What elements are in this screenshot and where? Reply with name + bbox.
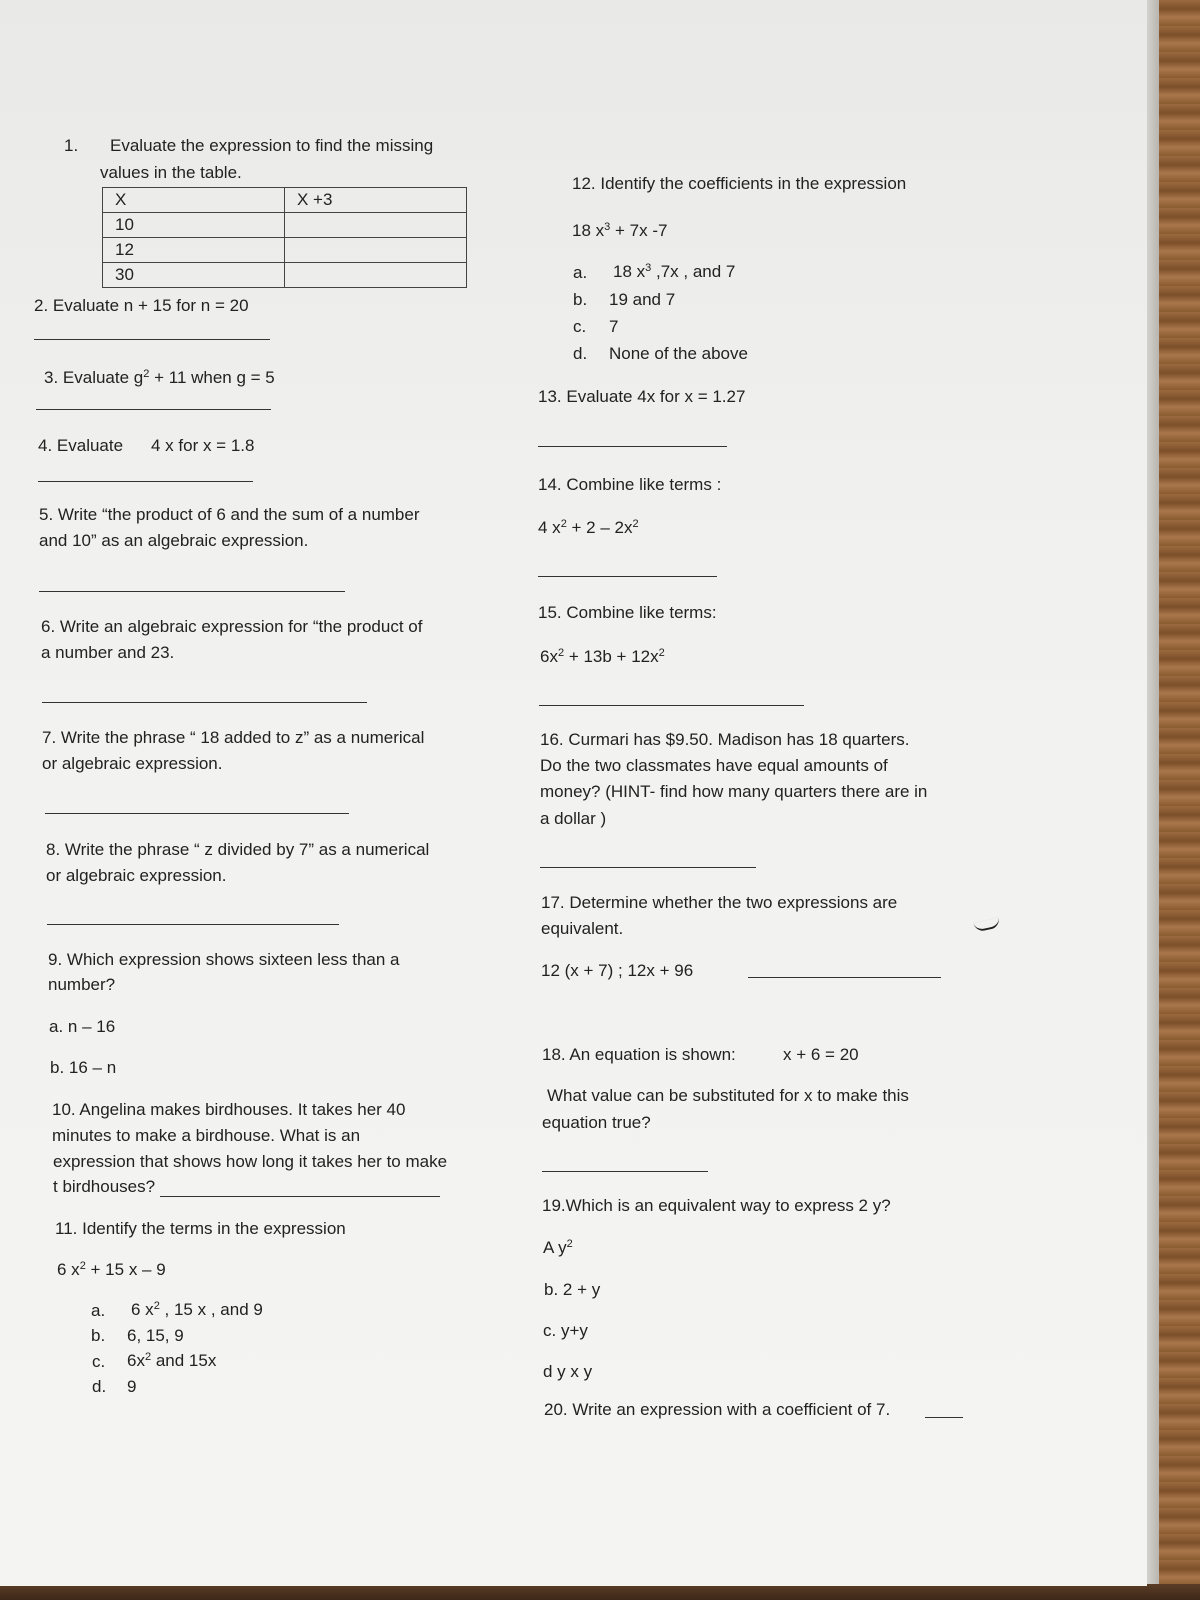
q11-expression: 6 $x^2 + 15$ x – 9	[57, 1260, 166, 1279]
q12-option-b[interactable]: 19 and 7	[609, 290, 676, 309]
table-answer-cell[interactable]	[285, 213, 467, 238]
q4-answer-line[interactable]	[38, 481, 253, 482]
pen-mark	[973, 917, 1001, 932]
q9-option-a[interactable]: a. n – 16	[49, 1017, 116, 1036]
table-cell: 10	[103, 213, 285, 238]
q12-option-b-letter: b.	[573, 290, 588, 309]
q10-line2: minutes to make a birdhouse. What is an	[52, 1126, 361, 1145]
q14-answer-line[interactable]	[538, 576, 717, 577]
q1-line2: values in the table.	[100, 163, 242, 182]
q14-expression: 4 $x^2 + 2 - 2x^2$	[538, 518, 639, 537]
q16-line2: Do the two classmates have equal amounts of	[540, 756, 888, 775]
q11-stem: 11. Identify the terms in the expression	[55, 1219, 346, 1238]
floor-strip	[0, 1584, 1200, 1600]
q18-equation: x + 6 = 20	[783, 1045, 859, 1064]
table-header-x-plus-3: X +3	[285, 188, 467, 213]
q12-option-d-letter: d.	[573, 344, 588, 363]
q7-line1: 7. Write the phrase “ 18 added to z” as a numerical	[42, 728, 425, 747]
q4-label: 4. Evaluate	[38, 436, 124, 455]
q6-line2: a number and 23.	[41, 643, 175, 662]
q19-stem: 19.Which is an equivalent way to express 2 y?	[542, 1196, 891, 1215]
q15-stem: 15. Combine like terms:	[538, 603, 717, 622]
table-row	[103, 238, 467, 263]
q9-line2: number?	[48, 975, 116, 994]
q6-answer-line[interactable]	[42, 702, 367, 703]
q18-stem: 18. An equation is shown:	[542, 1045, 736, 1064]
table-answer-cell[interactable]	[285, 238, 467, 263]
q13-text: 13. Evaluate 4x for x = 1.27	[538, 387, 746, 406]
q16-answer-line[interactable]	[540, 867, 756, 868]
q11-option-a[interactable]: 6 $x^2$ , 15 x , and 9	[131, 1300, 263, 1319]
q12-option-a[interactable]: 18 $x^3$ ,7x , and 7	[613, 262, 736, 281]
q19-option-b[interactable]: b. 2 + y	[544, 1280, 601, 1299]
q5-line2: and 10” as an algebraic expression.	[39, 531, 309, 550]
table-cell: 30	[103, 263, 285, 288]
table-cell: 12	[103, 238, 285, 263]
q12-expression: 18 $x^3 + 7x$ -7	[572, 221, 668, 240]
q11-option-b[interactable]: 6, 15, 9	[127, 1326, 184, 1345]
q18-answer-line[interactable]	[542, 1171, 708, 1172]
q9-line1: 9. Which expression shows sixteen less than a	[48, 950, 400, 969]
q15-answer-line[interactable]	[539, 705, 804, 706]
q11-option-d[interactable]: 9	[127, 1377, 137, 1396]
table-row	[103, 263, 467, 288]
q16-line3: money? (HINT- find how many quarters there are in	[540, 782, 928, 801]
q9-option-b[interactable]: b. 16 – n	[50, 1058, 117, 1077]
q2-answer-line[interactable]	[34, 339, 270, 340]
q15-expression: $6x^2 + 13b + 12x^2$	[540, 647, 665, 666]
table-answer-cell[interactable]	[285, 263, 467, 288]
q16-line4: a dollar )	[540, 809, 607, 828]
q20-text: 20. Write an expression with a coefficient of 7.	[544, 1400, 891, 1419]
q1-number: 1.	[64, 136, 79, 155]
table-header-row	[103, 188, 467, 213]
q11-option-d-letter: d.	[92, 1377, 107, 1396]
q1-line1: Evaluate the expression to find the missing	[110, 136, 434, 155]
values-table	[102, 187, 467, 288]
q18-line2: equation true?	[542, 1113, 651, 1132]
q10-answer-line[interactable]	[160, 1196, 440, 1197]
paper-edge-shadow	[1145, 0, 1159, 1600]
q17-answer-line[interactable]	[748, 977, 941, 978]
q7-line2: or algebraic expression.	[42, 754, 223, 773]
table-row	[103, 213, 467, 238]
q19-option-c[interactable]: c. y+y	[543, 1321, 588, 1340]
q11-option-c-letter: c.	[92, 1352, 106, 1371]
q14-stem: 14. Combine like terms :	[538, 475, 722, 494]
q10-line3: expression that shows how long it takes her to make	[53, 1152, 448, 1171]
table-header-x: X	[103, 188, 285, 213]
q17-expressions: 12 (x + 7) ; 12x + 96	[541, 961, 694, 980]
q10-line4: t birdhouses?	[53, 1177, 156, 1196]
q12-option-c-letter: c.	[573, 317, 587, 336]
q19-option-d[interactable]: d y x y	[543, 1362, 593, 1381]
q5-answer-line[interactable]	[39, 591, 345, 592]
q5-line1: 5. Write “the product of 6 and the sum of a number	[39, 505, 420, 524]
wood-background	[1158, 0, 1200, 1600]
q12-option-c[interactable]: 7	[609, 317, 619, 336]
q11-option-b-letter: b.	[91, 1326, 106, 1345]
q4-expression: 4 x for x = 1.8	[151, 436, 255, 455]
q3-text: 3. Evaluate $g^2 + 11$ when g = 5	[44, 368, 275, 387]
q2-text: 2. Evaluate n + 15 for n = 20	[34, 296, 249, 315]
q18-line1: What value can be substituted for x to make this	[547, 1086, 909, 1105]
q12-option-a-letter: a.	[573, 263, 588, 282]
q3-answer-line[interactable]	[36, 409, 271, 410]
q10-line1: 10. Angelina makes birdhouses. It takes her 40	[52, 1100, 406, 1119]
q12-option-d[interactable]: None of the above	[609, 344, 748, 363]
q6-line1: 6. Write an algebraic expression for “the product of	[41, 617, 423, 636]
q17-line1: 17. Determine whether the two expressions are	[541, 893, 898, 912]
q13-answer-line[interactable]	[538, 446, 727, 447]
q17-line2: equivalent.	[541, 919, 624, 938]
q8-line1: 8. Write the phrase “ z divided by 7” as a numerical	[46, 840, 430, 859]
q12-stem: 12. Identify the coefficients in the expression	[572, 174, 907, 193]
q8-line2: or algebraic expression.	[46, 866, 227, 885]
q16-line1: 16. Curmari has $9.50. Madison has 18 quarters.	[540, 730, 910, 749]
q19-option-a[interactable]: A $y^2$	[543, 1238, 573, 1257]
q7-answer-line[interactable]	[45, 813, 349, 814]
q8-answer-line[interactable]	[47, 924, 339, 925]
q20-answer-line[interactable]	[925, 1417, 963, 1418]
q11-option-a-letter: a.	[91, 1301, 106, 1320]
q11-option-c[interactable]: $6x^2$ and 15x	[127, 1351, 217, 1370]
